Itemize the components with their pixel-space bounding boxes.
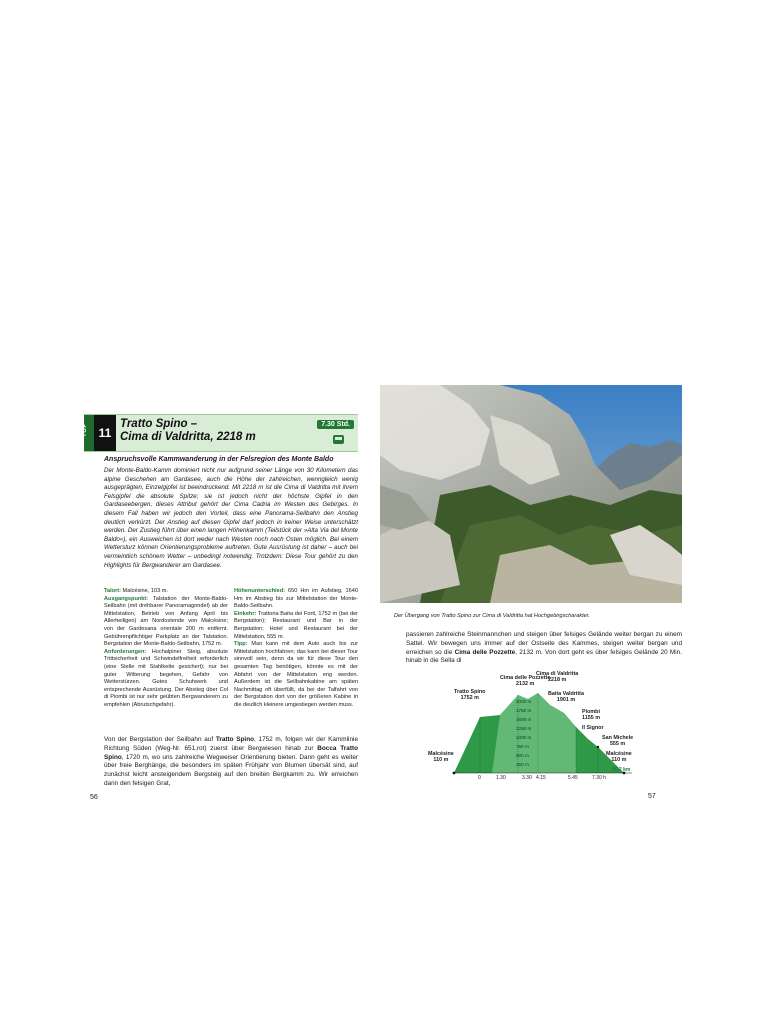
info-text-ausgangspunkt: Talstation der Monte-Baldo-Seilbahn (mit drehbarer Panoramagondel) ab der Mittelstation, Betrieb von Anfang April bis Allerheiligen) am Nordostende von Malcésine; von der Gardesana orientale 200 m entfernt. Gebührenpflichtiger Parkplatz an der Talstation. Bergstation der Monte-Baldo-Seilbahn, 1752 m. [104,595,228,648]
time-tick: 0 [478,775,481,781]
profile-label: Piombi 1155 m [582,709,600,722]
top-tab-label: TOP [81,423,88,437]
altitude-label: 250 m [516,762,529,767]
altitude-label: 1750 m [516,708,532,713]
route-highlight: Tratto Spino [215,736,255,743]
time-tick: 7.30 h [592,775,606,781]
left-page [81,410,362,810]
tour-header [81,414,358,452]
profile-label: San Michele 555 m [602,735,634,748]
profile-label: Malcésine 110 m [606,751,632,764]
route-text-left [104,736,358,789]
tour-subtitle: Anspruchsvolle Kammwanderung in der Felsregion des Monte Baldo [104,456,334,463]
tour-title-line1: Tratto Spino – [120,418,198,430]
bus-icon [333,435,344,444]
route-highlight: Bocca Tratto Spino [104,744,358,761]
route-highlight: Cima delle Pozzette [454,648,516,656]
info-label-ausgangspunkt: Ausgangspunkt: [104,595,149,602]
route-text-part: , 2132 m. Von dort geht es über felsiges Gelände 20 Min. hinab in die Sella di [406,648,682,665]
time-tick: 3.30 [522,775,532,781]
time-tick: 4.15 [536,775,546,781]
tour-number: 11 [94,415,116,451]
info-label-einkehr: Einkehr: [234,610,257,617]
info-column-a [104,588,228,710]
altitude-label: 500 m [516,753,529,758]
top-tab [81,415,94,451]
route-text-right [406,631,682,666]
mountain-photo [380,385,682,603]
profile-label: Baita Valdritta 1901 m [548,691,584,704]
page-number-right: 57 [648,793,656,800]
elevation-profile [428,671,642,787]
info-text-anforderungen: Hochalpiner Steig, absolute Trittsicherheit und Schwindelfreiheit erforderlich (eine Stelle mit Stahlkette gesichert); nur bei guter Witterung begehen, Gefahr von Wetterstürzen. Gutes Schuhwerk und entsprechende Ausrüstung. Der Abstieg über Col di Piombi ist nur sehr geübten Bergwanderern zu empfehlen (Abrutschgefahr). [104,648,228,708]
profile-highlight [492,693,576,773]
distance-label: 16.2 km [612,767,631,773]
info-label-hoehenunterschied: Höhenunterschied: [234,588,285,594]
tour-title [120,418,300,444]
route-text-part: , 1752 m, folgen wir der Kammlinie Richtung Süden (Weg-Nr. 651,rot) zuerst über Bergwiesen hinab zur [104,736,359,752]
profile-label: Malcésine 110 m [428,751,454,764]
route-text-part: , 1720 m, wo uns zahlreiche Wegweiser Orientierung bieten. Dann geht es weiter über freie Berghänge, die besonders im späten Frühjahr von Blumen übersät sind, auf zunächst leicht ansteigendem Bergsteig auf den breiten Bergkamm zu. Wir erreichen dann den felsigen Grat, [104,753,358,787]
time-tick: 1.30 [496,775,506,781]
profile-label: Cima delle Pozzette 2132 m [500,675,551,688]
altitude-label: 1500 m [516,717,532,722]
info-label-anforderungen: Anforderungen: [104,648,147,655]
altitude-label: 1000 m [516,735,532,740]
info-column-b [234,588,358,710]
info-text-tipp: Man kann mit dem Auto auch bis zur Mittelstation hochfahren; das kann bei dieser Tour sinnvoll sein, denn da wir für diese Tour den gesamten Tag benötigen, könnte es mit der Abfahrt von der Mittelstation eng werden. Außerdem ist die Seilbahnkabine am späten Nachmittag oft überfüllt, da bei der Talfahrt von der Bergstation dort von der größeren Kabine in die deutlich kleinere umgestiegen werden muss. [234,641,358,708]
info-text-hoehenunterschied: 650 Hm im Aufstieg, 1640 Hm im Abstieg bis zur Mittelstation der Monte-Baldo-Seilbahn. [234,588,358,610]
route-text-part: passieren zahlreiche Steinmannchen und steigen über felsiges Gelände weiter bergan zu einem Sattel. Wir bewegen uns immer auf der Ostseite des Kammes, steigen weiter bergan und erreichen so die [406,631,682,656]
info-label-tipp: Tipp: [234,641,248,648]
route-text-part: Von der Bergstation der Seilbahn auf [104,736,216,743]
altitude-label: 2000 m [516,699,532,704]
intro-text: Der Monte-Baldo-Kamm dominiert nicht nur aufgrund seiner Länge von 30 Kilometern das alpine Geschehen am Gardasee, auch die Höhe der zahlreichen, wenngleich wenig ausgeprägten, Einzelgipfel ist beeindruckend. Mit 2218 m ist die Cima di Valdritta mit ihrem Felsgipfel die absolute Spitze; sie ist jedoch nicht der höchste Gipfel in den Gardaseebergen, dieses Attribut gehört der Cima Cadria im Westen des Gebirges. In diesem Fall haben wir jedoch den Vorteil, dass eine Panorama-Seilbahn den Anstieg deutlich verkürzt. Der Anstieg auf diesen Gipfel darf jedoch in keiner Weise unterschätzt werden. Der Zustieg führt über einen langen Höhenkamm (Teilstück der »Alta Via del Monte Baldo«), ein Ausweichen ist dort weder nach Westen noch nach Osten möglich. Bei einem Wettersturz können Orientierungsprobleme auftreten. Gute Ausrüstung ist daher – auch bei vermeintlich schönem Wetter – unbedingt notwendig. Trotzdem: Diese Tour gehört zu den Highlights für Bergwanderer am Gardasee. [104,467,358,569]
time-tick: 5.45 [568,775,578,781]
right-page [380,385,682,805]
altitude-label: 1250 m [516,726,532,731]
altitude-label: 750 m [516,744,529,749]
info-label-talort: Talort: [104,588,121,594]
tour-title-line2: Cima di Valdritta, 2218 m [120,431,256,443]
info-text-einkehr: Trattoria Baita dei Forti, 1752 m (bei der Bergstation); Restaurant und Bar in der Bergstation; Hotel und Restaurant bei der Mittelstation, 555 m. [234,610,358,640]
photo-caption: Der Übergang von Tratto Spino zur Cima di Valdritta hat Hochgebirgscharakter. [394,613,590,619]
page-number-left: 56 [90,794,98,801]
duration-badge: 7.30 Std. [317,420,354,429]
profile-label: Tratto Spino 1752 m [454,689,486,702]
profile-label: Cima di Valdritta 2218 m [536,671,579,684]
profile-label: Il Signor [582,725,604,731]
info-text-talort: Malcésine, 103 m. [121,588,168,594]
